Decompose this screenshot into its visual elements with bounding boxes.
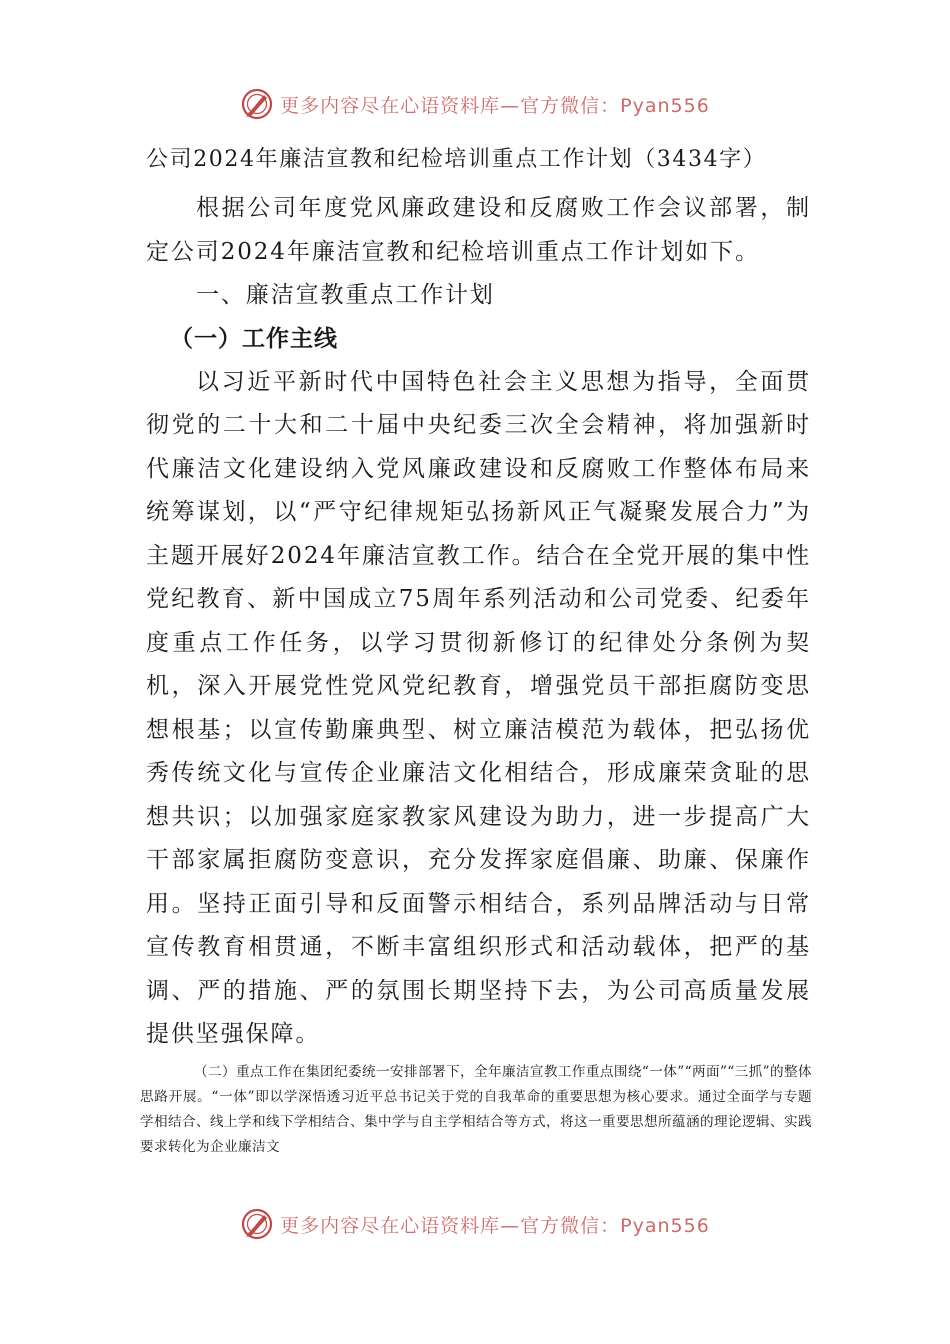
document-body — [146, 143, 811, 1057]
intro-paragraph: 根据公司年度党风廉政建设和反腐败工作会议部署，制定公司2024年廉洁宣教和纪检培训重点工作计划如下。 — [146, 195, 811, 265]
pen-seal-icon — [240, 1207, 274, 1241]
footer-watermark-text: 更多内容尽在心语资料库—官方微信：Pyan556 — [280, 1214, 710, 1237]
subsection-heading-1: （一）工作主线 — [170, 325, 338, 352]
key-work-paragraph: （二）重点工作在集团纪委统一安排部署下，全年廉洁宣教工作重点围绕“一体”“两面”“三抓”的整体思路开展。“一体”即以学深悟透习近平总书记关于党的自我革命的重要思想为核心要求。通过全面学与专题学相结合、线上学和线下学相结合、集中学与自主学相结合等方式，将这一重要思想所蕴涵的理论逻辑、实践要求转化为企业廉洁文 — [140, 1064, 812, 1155]
header-watermark-text: 更多内容尽在心语资料库—官方微信：Pyan556 — [280, 94, 710, 117]
document-title: 公司2024年廉洁宣教和纪检培训重点工作计划（3434字） — [146, 147, 767, 172]
main-line-paragraph: 以习近平新时代中国特色社会主义思想为指导，全面贯彻党的二十大和二十届中央纪委三次全会精神，将加强新时代廉洁文化建设纳入党风廉政建设和反腐败工作整体布局来统筹谋划，以“严守纪律规矩弘扬新风正气凝聚发展合力”为主题开展好2024年廉洁宣教工作。结合在全党开展的集中性党纪教育、新中国成立75周年系列活动和公司党委、纪委年度重点工作任务，以学习贯彻新修订的纪律处分条例为契机，深入开展党性党风党纪教育，增强党员干部拒腐防变思想根基；以宣传勤廉典型、树立廉洁模范为载体，把弘扬优秀传统文化与宣传企业廉洁文化相结合，形成廉荣贪耻的思想共识；以加强家庭家教家风建设为助力，进一步提高广大干部家属拒腐防变意识，充分发挥家庭倡廉、助廉、保廉作用。坚持正面引导和反面警示相结合，系列品牌活动与日常宣传教育相贯通，不断丰富组织形式和活动载体，把严的基调、严的措施、严的氛围长期坚持下去，为公司高质量发展提供坚强保障。 — [146, 368, 811, 1047]
section-heading-1: 一、廉洁宣教重点工作计划 — [196, 282, 495, 308]
pen-seal-icon — [240, 87, 274, 121]
footer-watermark-banner — [0, 1204, 950, 1244]
header-watermark-banner — [0, 84, 950, 124]
